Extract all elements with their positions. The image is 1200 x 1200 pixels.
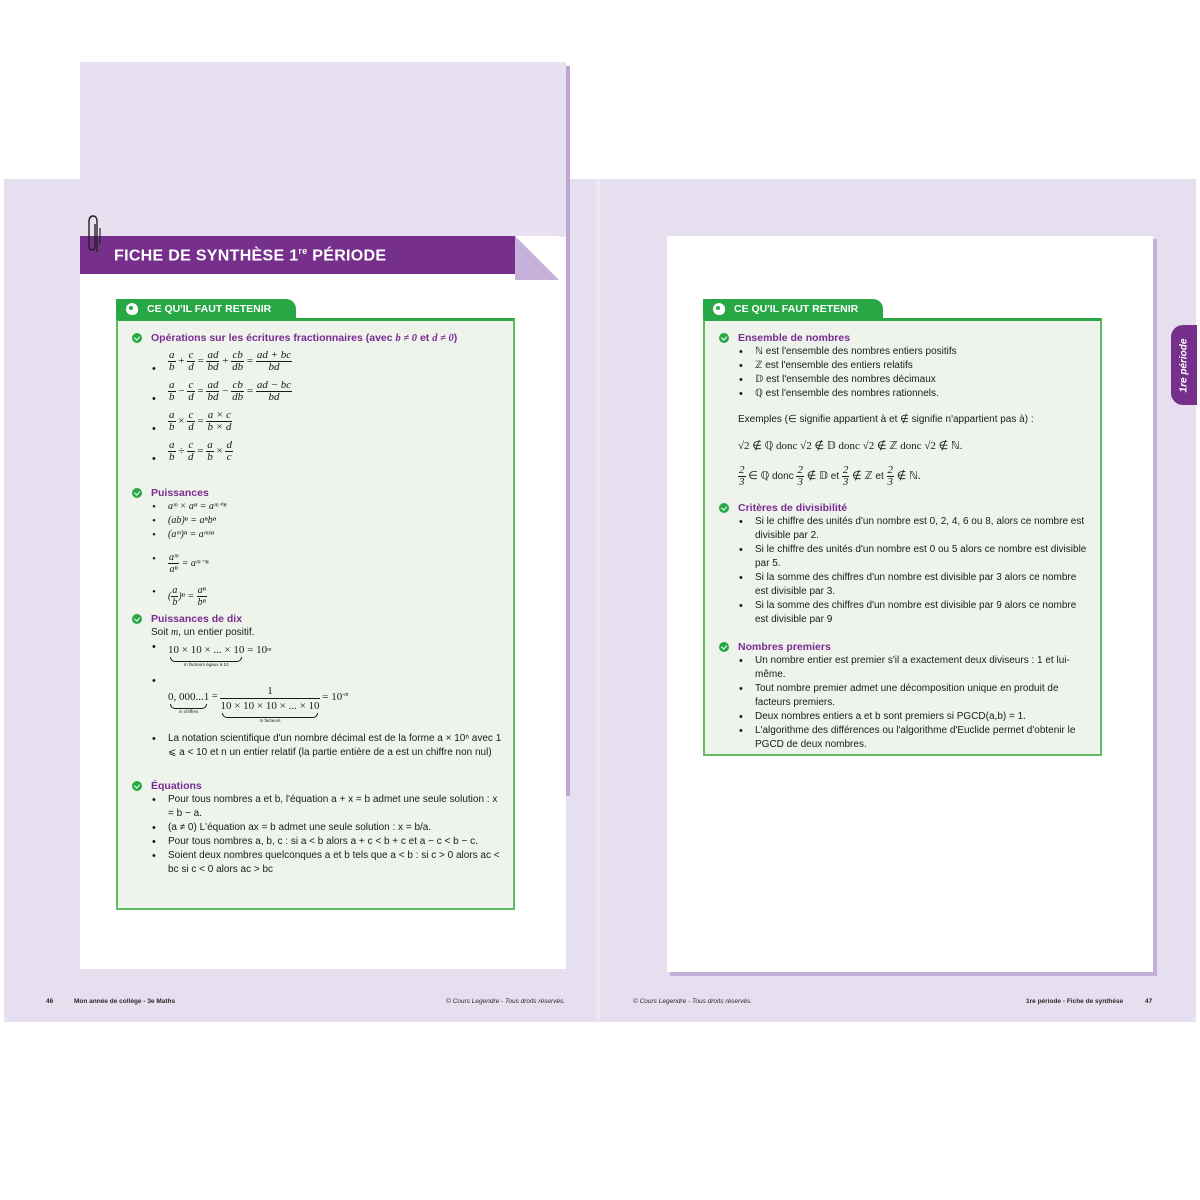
divisibility-rule: • Si le chiffre des unités d'un nombre est 0, 2, 4, 6 ou 8, alors ce nombre est divisible par 2.: [738, 515, 1092, 543]
intro-text: Soit m, un entier positif.: [151, 627, 255, 638]
prime-rule: • L'algorithme des différences ou l'algorithme d'Euclide permet d'obtenir le PGCD de deux nombres.: [738, 724, 1092, 752]
check-icon: [132, 781, 142, 791]
copyright-right: © Cours Legendre - Tous droits réservés.: [633, 998, 753, 1005]
example-sqrt2: √2 ∉ ℚ donc √2 ∉ 𝔻 donc √2 ∉ ℤ donc √2 ∉ ℕ.: [738, 440, 963, 452]
formula-subtraction: • $\frac{a}{b}$ − $\frac{c}{d}$ = $\frac{ad}{bd}$ − $\frac{cb}{db}$ = $\frac{ad - bc}{bd}$: [151, 376, 505, 406]
section-title: Opérations sur les écritures fractionnaires (avec b ≠ 0 et d ≠ 0): [132, 331, 505, 346]
check-icon: [719, 503, 729, 513]
box-header-label: CE QU'IL FAUT RETENIR: [147, 303, 272, 315]
set-item: • ℤ est l'ensemble des entiers relatifs: [738, 359, 1092, 373]
power-rule: • $\frac{\text{aᵐ}}{\text{aⁿ}}$ = aᵐ⁻ⁿ: [151, 552, 505, 575]
section-powers-of-ten: [132, 612, 505, 760]
power-rule: • (aᵐ)ⁿ = aᵐˣⁿ: [151, 528, 505, 542]
primes-list: [719, 654, 1092, 752]
formula-addition: • $\frac{a}{b}$ + $\frac{c}{d}$ = $\frac{ad}{bd}$ + $\frac{cb}{db}$ = $\frac{ad + bc}{bd}$: [151, 346, 505, 376]
powers-ten-list: [132, 640, 505, 760]
prime-rule: • Un nombre entier est premier s'il a exactement deux diviseurs : 1 et lui-même.: [738, 654, 1092, 682]
formula-ten-negative-power: • 0, 000...1 m chiffres = 1 10 × 10 × 10 × ... × 10 m facteurs = $10^{-m}$: [151, 674, 505, 724]
section-prime-numbers: [719, 640, 1092, 752]
section-footer: 1re période - Fiche de synthèse: [1026, 998, 1124, 1005]
section-title: Puissances de dix: [132, 612, 505, 626]
page-title: FICHE DE SYNTHÈSE 1re PÉRIODE: [114, 246, 387, 265]
section-fractions: [132, 331, 505, 466]
example-two-thirds: $\frac{2}{3}$ ∈ ℚ donc $\frac{2}{3}$ ∉ 𝔻 et $\frac{2}{3}$ ∉ ℤ et $\frac{2}{3}$ ∉ ℕ.: [739, 464, 921, 488]
section-title: Équations: [132, 779, 505, 793]
equation-rule: • Soient deux nombres quelconques a et b tels que a < b : si c > 0 alors ac < bc si c < 0 alors ac > bc: [151, 849, 505, 877]
formula-division: • $\frac{a}{b}$ ÷ $\frac{c}{d}$ = $\frac{a}{b}$ × $\frac{d}{c}$: [151, 436, 505, 466]
scientific-notation: • La notation scientifique d'un nombre décimal est de la forme a × 10ⁿ avec 1 ⩽ a < 10 et n un entier relatif (la partie entière de a est un chiffre non nul): [151, 732, 505, 760]
section-divisibility: [719, 501, 1092, 627]
section-title: Critères de divisibilité: [719, 501, 1092, 515]
power-rule: • ( $\frac{a}{b}$ )ⁿ = $\frac{\text{aⁿ}}{\text{bⁿ}}$: [151, 585, 505, 608]
book-title: Mon année de collège - 3e Maths: [74, 998, 176, 1005]
prime-rule: • Tout nombre premier admet une décomposition unique en produit de facteurs premiers.: [738, 682, 1092, 710]
power-rule: • (ab)ⁿ = aⁿbⁿ: [151, 514, 505, 528]
fraction-formulas: [132, 346, 505, 466]
page-number-right: 47: [1145, 998, 1153, 1005]
formula-ten-power: • 10 × 10 × ... × 10 m facteurs égaux à 10 = $10^m$: [151, 640, 505, 674]
divisibility-rule: • Si la somme des chiffres d'un nombre est divisible par 3 alors ce nombre est divisible par 3.: [738, 571, 1092, 599]
set-item: • ℚ est l'ensemble des nombres rationnels.: [738, 387, 1092, 401]
period-side-tab-label: 1re période: [1178, 338, 1190, 392]
paperclip-icon: [88, 214, 104, 254]
examples-intro: Exemples (∈ signifie appartient à et ∉ signifie n'appartient pas à) :: [738, 414, 1034, 425]
retain-box-left: [116, 318, 515, 910]
head-idea-icon: [713, 303, 725, 315]
section-equations: [132, 779, 505, 877]
check-icon: [132, 333, 142, 343]
set-item: • 𝔻 est l'ensemble des nombres décimaux: [738, 373, 1092, 387]
powers-list: [132, 500, 505, 608]
divisibility-rule: • Si le chiffre des unités d'un nombre est 0 ou 5 alors ce nombre est divisible par 5.: [738, 543, 1092, 571]
divisibility-rule: • Si la somme des chiffres d'un nombre est divisible par 9 alors ce nombre est divisible par 9: [738, 599, 1092, 627]
equations-list: [132, 793, 505, 877]
copyright-left: © Cours Legendre - Tous droits réservés.: [446, 998, 566, 1005]
section-powers: [132, 486, 505, 608]
section-number-sets: [719, 331, 1092, 488]
section-title: Puissances: [132, 486, 505, 500]
equation-rule: • Pour tous nombres a, b, c : si a < b alors a + c < b + c et a − c < b − c.: [151, 835, 505, 849]
box-header-tab: [116, 299, 296, 319]
formula-multiplication: • $\frac{a}{b}$ × $\frac{c}{d}$ = $\frac{a \times c}{b \times d}$: [151, 406, 505, 436]
check-icon: [719, 333, 729, 343]
divisibility-list: [719, 515, 1092, 627]
check-icon: [132, 614, 142, 624]
section-title: Nombres premiers: [719, 640, 1092, 654]
equation-rule: • (a ≠ 0) L'équation ax = b admet une seule solution : x = b/a.: [151, 821, 505, 835]
page-number-left: 46: [46, 998, 54, 1005]
equation-rule: • Pour tous nombres a et b, l'équation a + x = b admet une seule solution : x = b − a.: [151, 793, 505, 821]
sets-list: [719, 345, 1092, 401]
retain-box-right: [703, 318, 1102, 756]
box-header-tab: [703, 299, 883, 319]
dog-ear-corner: [515, 236, 559, 280]
check-icon: [719, 642, 729, 652]
set-item: • ℕ est l'ensemble des nombres entiers positifs: [738, 345, 1092, 359]
power-rule: • aᵐ × aⁿ = aᵐ⁺ⁿ: [151, 500, 505, 514]
prime-rule: • Deux nombres entiers a et b sont premiers si PGCD(a,b) = 1.: [738, 710, 1092, 724]
head-idea-icon: [126, 303, 138, 315]
section-title: Ensemble de nombres: [719, 331, 1092, 345]
box-header-label: CE QU'IL FAUT RETENIR: [734, 303, 859, 315]
check-icon: [132, 488, 142, 498]
